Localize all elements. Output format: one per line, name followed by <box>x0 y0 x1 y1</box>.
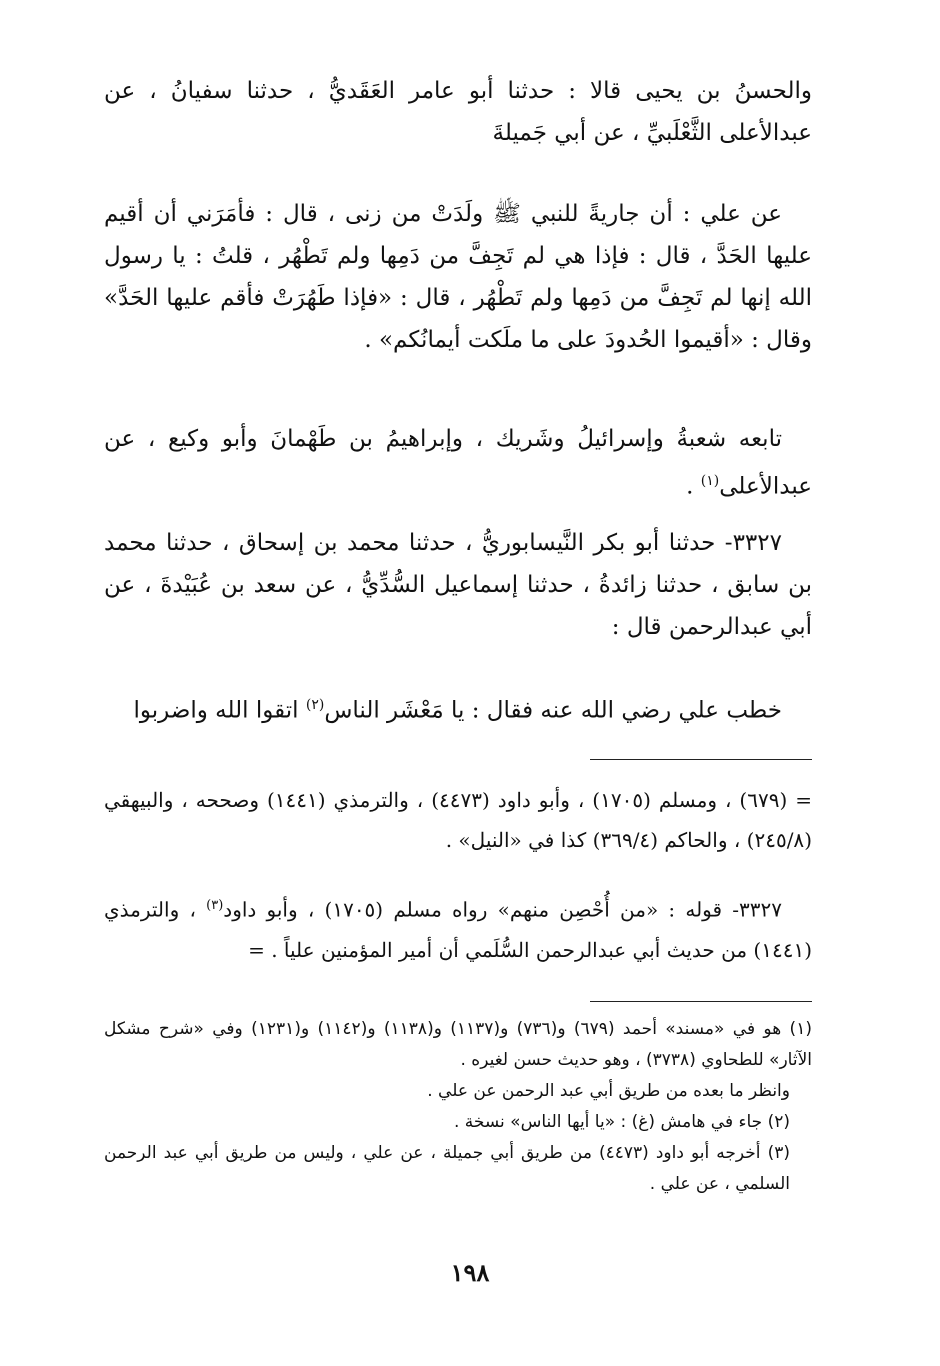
footnotes <box>104 1014 812 1200</box>
tabaahu-paragraph <box>104 418 812 508</box>
hadith-3327-matn-block <box>104 684 812 732</box>
commentary-continuation: = (٦٧٩) ، ومسلم (١٧٠٥) ، وأبو داود (٤٤٧٣) ، والترمذي (١٤٤١) وصححه ، والبيهقي (٢٤٥/٨) ، والحاكم (٣٦٩/٤) كذا في «النيل» . <box>104 788 812 852</box>
main-text <box>104 70 812 154</box>
commentary-3327-text: ٣٣٢٧- قوله : «من أُحْصِن منهم» رواه مسلم (١٧٠٥) ، وأبو داود <box>223 897 782 922</box>
commentary-3327-end: ، والترمذي (١٤٤١) من حديث أبي عبدالرحمن السُّلَمي أن أمير المؤمنين علياً . = <box>104 897 812 962</box>
tabaahu-text: تابعه شعبةُ وإسرائيلُ وشَريك ، وإبراهيمُ بن طَهْمانَ وأبو وكيع ، عن عبدالأعلى <box>104 426 812 500</box>
hadith-text-block <box>104 193 812 361</box>
footnote-1-see-also: وانظر ما بعده من طريق أبي عبد الرحمن عن علي . <box>427 1081 790 1101</box>
footnote-3: (٣) أخرجه أبو داود (٤٤٧٣) من طريق أبي جميلة ، عن علي ، وليس من طريق أبي عبد الرحمن السلمي ، عن علي . <box>104 1143 790 1194</box>
commentary-3327 <box>104 886 812 970</box>
follow-up-block <box>104 418 812 508</box>
footnotes-separator <box>590 1001 812 1002</box>
footnote-ref-2: (٢) <box>305 697 325 713</box>
page-number: ١٩٨ <box>450 1258 490 1287</box>
matn-end: اتقوا الله واضربوا <box>133 697 306 724</box>
commentary-block-1 <box>104 780 812 860</box>
footnote-1: (١) هو في «مسند» أحمد (٦٧٩) و(٧٣٦) و(١١٣٧) و(١١٣٨) و(١١٤٢) و(١٢٣١) وفي «شرح مشكل الآثار» للطحاوي (٣٧٣٨) ، وهو حديث حسن لغيره . <box>104 1019 812 1070</box>
footnote-ref-3: (٣) <box>206 898 224 913</box>
commentary-separator <box>590 759 812 760</box>
tabaahu-end: . <box>686 473 701 500</box>
hadith-3327-isnad: ٣٣٢٧- حدثنا أبو بكر النَّيسابوريُّ ، حدثنا محمد بن إسحاق ، حدثنا محمد بن سابق ، حدثنا زائدةُ ، حدثنا إسماعيل السُّدِّيُّ ، عن سعد بن عُبَيْدةَ ، عن أبي عبدالرحمن قال : <box>104 530 812 640</box>
footnote-2: (٢) جاء في هامش (غ) : «يا أيها الناس» نسخة . <box>453 1112 790 1132</box>
hadith-3327-block <box>104 522 812 648</box>
hadith-3327-matn <box>104 684 812 732</box>
matn-text: خطب علي رضي الله عنه فقال : يا مَعْشَر الناس <box>324 697 782 724</box>
commentary-block-2 <box>104 886 812 970</box>
footnote-ref-1: (١) <box>700 473 720 489</box>
hadith-chain-continuation: والحسنُ بن يحيى قالا : حدثنا أبو عامر العَقَديُّ ، حدثنا سفيانُ ، عن عبدالأعلى الثَّعْلَبيِّ ، عن أبي جَميلةَ <box>104 78 812 146</box>
hadith-matn: عن علي : أن جاريةً للنبي ﷺ ولَدَتْ من زنى ، قال : فأمَرَني أن أقيم عليها الحَدَّ ، قال : فإذا هي لم تَجِفَّ من دَمِها ولم تَطْهُر ، قلتُ : يا رسول الله إنها لم تَجِفَّ من دَمِها ولم تَطْهُر ، قال : «فإذا طَهُرَتْ فأقم عليها الحَدَّ» وقال : «أقيموا الحُدودَ على ما ملَكت أيمانُكم» . <box>104 201 812 353</box>
